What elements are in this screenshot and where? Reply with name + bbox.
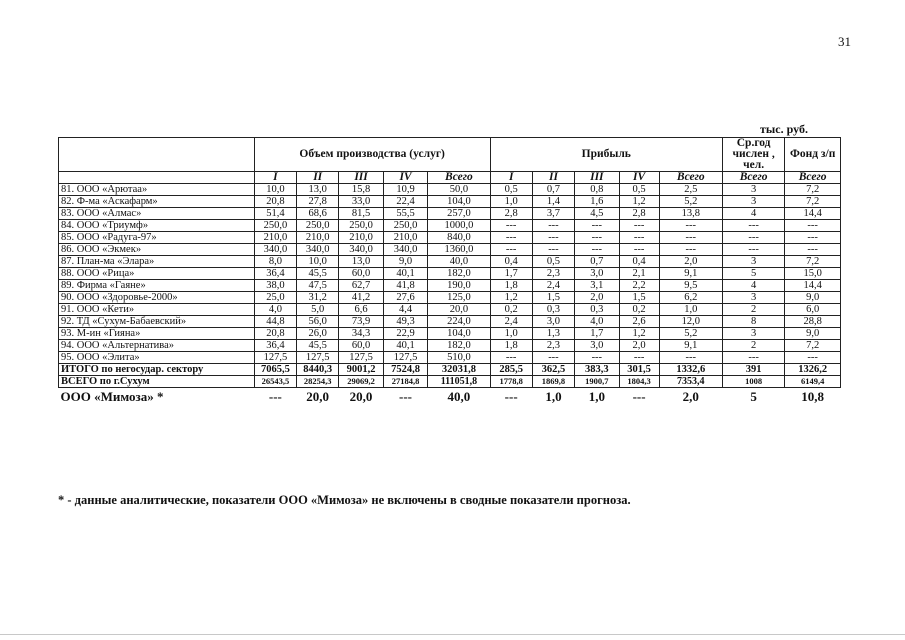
scan-artifact-line [0,634,905,635]
table-cell: 840,0 [428,232,490,244]
table-cell: 2,4 [490,316,532,328]
table-cell: 5 [722,268,784,280]
table-cell: --- [659,352,722,364]
table-cell: --- [659,244,722,256]
row-label: 85. ООО «Радуга-97» [59,232,255,244]
table-cell: 13,8 [659,208,722,220]
table-row [59,352,841,364]
table-cell: 10,0 [254,184,296,196]
table-cell: 15,0 [785,268,841,280]
table-cell: 285,5 [490,364,532,376]
table-row [59,340,841,352]
mimosa-row [59,388,841,406]
table-cell: 3 [722,196,784,208]
subheader-cell: III [339,172,383,184]
table-cell: 1332,6 [659,364,722,376]
table-cell: --- [399,389,413,404]
table-cell: 14,4 [785,280,841,292]
table-cell: 210,0 [254,232,296,244]
table-cell: --- [268,389,282,404]
table-cell: 55,5 [383,208,427,220]
table-row [59,292,841,304]
table-cell: --- [532,232,574,244]
table-cell: 2,6 [619,316,659,328]
table-cell: 6,2 [659,292,722,304]
table-cell: 9,0 [383,256,427,268]
table-cell: 10,9 [383,184,427,196]
row-label: 92. ТД «Сухум-Бабаевский» [59,316,255,328]
table-cell: 33,0 [339,196,383,208]
table-cell: --- [619,232,659,244]
subheader-cell: I [254,172,296,184]
table-cell: 5,0 [297,304,339,316]
table-cell: 250,0 [339,220,383,232]
table-cell: 1,7 [575,328,619,340]
table-cell: 40,0 [447,389,471,404]
table-cell: 210,0 [297,232,339,244]
table-cell: 210,0 [339,232,383,244]
table-cell: 3 [722,292,784,304]
table-cell: 20,0 [349,389,373,404]
table-cell: 1360,0 [428,244,490,256]
table-cell: 104,0 [428,328,490,340]
table-cell: 1,7 [490,268,532,280]
table-cell: 510,0 [428,352,490,364]
table-cell: 4,0 [254,304,296,316]
table-cell: 41,2 [339,292,383,304]
table-cell: 3,0 [575,268,619,280]
table-cell: 0,7 [532,184,574,196]
table-row [59,208,841,220]
table-cell: 2,0 [575,292,619,304]
table-cell: 7524,8 [383,364,427,376]
table-cell: 7,2 [785,184,841,196]
table-cell: 3 [722,184,784,196]
table-cell: 1,5 [619,292,659,304]
row-label: 90. ООО «Здоровье-2000» [59,292,255,304]
table-cell: --- [490,232,532,244]
table-cell: 27,6 [383,292,427,304]
table-cell: 38,0 [254,280,296,292]
table-cell: 1,4 [532,196,574,208]
table-cell: 2,0 [659,256,722,268]
table-cell: 45,5 [297,340,339,352]
table-cell: 1,2 [619,196,659,208]
table-row [59,280,841,292]
table-cell: 10,8 [801,389,824,404]
table-cell: 40,0 [428,256,490,268]
table-cell: 0,5 [490,184,532,196]
table-cell: 9001,2 [339,364,383,376]
table-cell: 104,0 [428,196,490,208]
table-cell: 68,6 [297,208,339,220]
table-cell: --- [490,220,532,232]
table-cell: --- [532,244,574,256]
header-wage-fund: Фонд з/п [785,138,841,172]
total-row-sector [59,364,841,376]
table-cell: --- [632,389,646,404]
header-blank [59,138,255,172]
total-row-city [59,376,841,388]
header-avg-staff: Ср.год числен , чел. [722,138,784,172]
table-cell: 4,4 [383,304,427,316]
row-label: ИТОГО по негосудар. сектору [59,364,255,376]
page-number: 31 [838,34,851,49]
table-cell: 340,0 [297,244,339,256]
table-cell: 1,0 [490,328,532,340]
table-cell: 9,5 [659,280,722,292]
units-label: тыс. руб. [760,122,808,136]
table-cell: 36,4 [254,340,296,352]
table-cell: 50,0 [428,184,490,196]
table-cell: 27184,8 [383,376,427,388]
table-cell: --- [722,220,784,232]
subheader-cell: III [575,172,619,184]
table-cell: 6,0 [785,304,841,316]
table-cell: 4,5 [575,208,619,220]
table-cell: 3 [722,256,784,268]
table-cell: 20,0 [306,389,330,404]
table-cell: 62,7 [339,280,383,292]
row-label: 94. ООО «Альтернатива» [59,340,255,352]
table-cell: 250,0 [383,220,427,232]
table-cell: --- [785,232,841,244]
table-row [59,244,841,256]
table-cell: 127,5 [254,352,296,364]
table-cell: 1,6 [575,196,619,208]
table-cell: 60,0 [339,340,383,352]
table-cell: 22,4 [383,196,427,208]
table-cell: 340,0 [339,244,383,256]
table-cell: 1326,2 [785,364,841,376]
subheader-cell: Всего [722,172,784,184]
table-cell: 9,0 [785,328,841,340]
table-cell: --- [532,352,574,364]
table-cell: 27,8 [297,196,339,208]
table-cell: 0,3 [532,304,574,316]
table-cell: 210,0 [383,232,427,244]
table-cell: 4 [722,208,784,220]
row-label: 84. ООО «Триумф» [59,220,255,232]
table-cell: 28254,3 [297,376,339,388]
table-cell: 36,4 [254,268,296,280]
table-cell: 2,2 [619,280,659,292]
table-cell: 26,0 [297,328,339,340]
table-cell: 250,0 [297,220,339,232]
table-cell: 12,0 [659,316,722,328]
table-cell: --- [575,244,619,256]
table-cell: 127,5 [297,352,339,364]
table-row [59,220,841,232]
table-cell: 0,4 [619,256,659,268]
table-cell: 32031,8 [428,364,490,376]
subheader-cell: IV [619,172,659,184]
table-cell: 4,0 [575,316,619,328]
subheader-cell: II [297,172,339,184]
table-cell: 2 [722,304,784,316]
table-cell: 301,5 [619,364,659,376]
table-cell: 0,5 [619,184,659,196]
table-cell: 29069,2 [339,376,383,388]
table-cell: 0,8 [575,184,619,196]
table-cell: 20,8 [254,196,296,208]
table-cell: 182,0 [428,340,490,352]
table-cell: 3,0 [575,340,619,352]
table-cell: 8,0 [254,256,296,268]
table-cell: --- [659,232,722,244]
row-label: ООО «Мимоза» * [60,389,164,404]
table-cell: --- [619,352,659,364]
table-cell: --- [619,244,659,256]
row-label: 93. М-ин «Гияна» [59,328,255,340]
table-cell: 362,5 [532,364,574,376]
table-cell: 5,2 [659,196,722,208]
table-cell: 14,4 [785,208,841,220]
table-cell: 2,5 [659,184,722,196]
table-cell: 1,0 [545,389,562,404]
table-cell: 0,3 [575,304,619,316]
table-cell: 45,5 [297,268,339,280]
table-cell: 31,2 [297,292,339,304]
subheader-cell: I [490,172,532,184]
table-cell: 1,3 [532,328,574,340]
subheader-cell: Всего [428,172,490,184]
table-cell: 391 [722,364,784,376]
table-cell: 40,1 [383,268,427,280]
header-profit: Прибыль [490,138,722,172]
table-cell: 60,0 [339,268,383,280]
table-cell: 22,9 [383,328,427,340]
table-cell: 47,5 [297,280,339,292]
table-cell: 224,0 [428,316,490,328]
row-label: 91. ООО «Кети» [59,304,255,316]
row-label: 86. ООО «Экмек» [59,244,255,256]
table-cell: 0,2 [490,304,532,316]
table-cell: 34,3 [339,328,383,340]
table-cell: 8 [722,316,784,328]
table-row [59,232,841,244]
table-cell: 2 [722,340,784,352]
row-label: 82. Ф-ма «Аскафарм» [59,196,255,208]
table-cell: 3,1 [575,280,619,292]
table-cell: 7353,4 [659,376,722,388]
table-cell: 3 [722,328,784,340]
table-cell: --- [575,232,619,244]
table-cell: 9,1 [659,340,722,352]
table-cell: 56,0 [297,316,339,328]
table-cell: 2,8 [619,208,659,220]
header-blank-sub [59,172,255,184]
table-cell: 5 [750,389,757,404]
table-cell: 127,5 [339,352,383,364]
table-cell: --- [619,220,659,232]
header-production: Объем производства (услуг) [254,138,490,172]
table-cell: 1778,8 [490,376,532,388]
table-cell: 51,4 [254,208,296,220]
table-cell: 1000,0 [428,220,490,232]
table-cell: 6,6 [339,304,383,316]
row-label: 83. ООО «Алмас» [59,208,255,220]
table-cell: --- [722,244,784,256]
table-cell: --- [575,220,619,232]
table-cell: 250,0 [254,220,296,232]
table-cell: 7,2 [785,340,841,352]
table-cell: 2,3 [532,268,574,280]
table-cell: 340,0 [383,244,427,256]
table-cell: 49,3 [383,316,427,328]
table-cell: 1,0 [588,389,605,404]
table-cell: --- [785,220,841,232]
table-cell: --- [490,244,532,256]
table-cell: 3,7 [532,208,574,220]
subheader-cell: Всего [785,172,841,184]
table-cell: 2,3 [532,340,574,352]
table-cell: 1,0 [490,196,532,208]
table-cell: 2,0 [682,389,699,404]
table-cell: 0,2 [619,304,659,316]
row-label: 95. ООО «Элита» [59,352,255,364]
table-cell: 2,8 [490,208,532,220]
data-table [58,137,841,405]
row-label: 88. ООО «Рица» [59,268,255,280]
table-cell: 9,1 [659,268,722,280]
table-cell: 0,7 [575,256,619,268]
table-row [59,256,841,268]
table-cell: 0,5 [532,256,574,268]
table-cell: 7065,5 [254,364,296,376]
table-cell: 1,2 [490,292,532,304]
table-cell: 81,5 [339,208,383,220]
table-cell: 73,9 [339,316,383,328]
table-cell: 1,5 [532,292,574,304]
table-cell: 9,0 [785,292,841,304]
table-cell: 257,0 [428,208,490,220]
table-cell: 5,2 [659,328,722,340]
table-cell: 28,8 [785,316,841,328]
table-cell: 1900,7 [575,376,619,388]
row-label: 81. ООО «Арютаа» [59,184,255,196]
table-cell: --- [490,352,532,364]
table-cell: 1,2 [619,328,659,340]
table-cell: 1,0 [659,304,722,316]
table-cell: 4 [722,280,784,292]
table-cell: --- [575,352,619,364]
table-cell: 1869,8 [532,376,574,388]
table-row [59,184,841,196]
table-cell: 1008 [722,376,784,388]
table-cell: 0,4 [490,256,532,268]
table-cell: --- [722,352,784,364]
table-cell: 26543,5 [254,376,296,388]
table-cell: 40,1 [383,340,427,352]
table-cell: 3,0 [532,316,574,328]
table-cell: --- [532,220,574,232]
table-cell: --- [785,352,841,364]
subheader-cell: Всего [659,172,722,184]
table-cell: 1,8 [490,340,532,352]
table-row [59,268,841,280]
table-cell: --- [504,389,518,404]
table-cell: 2,0 [619,340,659,352]
table-cell: --- [722,232,784,244]
table-body [59,184,841,406]
table-cell: 25,0 [254,292,296,304]
table-cell: 111051,8 [428,376,490,388]
table-row [59,328,841,340]
table-cell: 13,0 [297,184,339,196]
table-cell: --- [659,220,722,232]
table-row [59,316,841,328]
table-cell: 2,4 [532,280,574,292]
row-label: 89. Фирма «Гаяне» [59,280,255,292]
table-cell: 41,8 [383,280,427,292]
table-cell: 127,5 [383,352,427,364]
table-row [59,304,841,316]
table-cell: 7,2 [785,256,841,268]
table-cell: 7,2 [785,196,841,208]
table-cell: 8440,3 [297,364,339,376]
table-cell: 182,0 [428,268,490,280]
table-cell: 1,8 [490,280,532,292]
table-cell: 1804,3 [619,376,659,388]
footnote: * - данные аналитические, показатели ООО «Мимоза» не включены в сводные показатели прогноза. [58,493,631,507]
table-cell: 2,1 [619,268,659,280]
table-cell: 125,0 [428,292,490,304]
table-cell: 20,8 [254,328,296,340]
row-label: ВСЕГО по г.Сухум [59,376,255,388]
table-row [59,196,841,208]
table-cell: 383,3 [575,364,619,376]
table-cell: 20,0 [428,304,490,316]
table-cell: 13,0 [339,256,383,268]
table-cell: 44,8 [254,316,296,328]
table-cell: 10,0 [297,256,339,268]
subheader-cell: IV [383,172,427,184]
sub-header-row [59,172,841,184]
table-cell: 15,8 [339,184,383,196]
table-cell: 340,0 [254,244,296,256]
table-cell: --- [785,244,841,256]
table-cell: 6149,4 [785,376,841,388]
subheader-cell: II [532,172,574,184]
row-label: 87. План-ма «Элара» [59,256,255,268]
table-cell: 190,0 [428,280,490,292]
